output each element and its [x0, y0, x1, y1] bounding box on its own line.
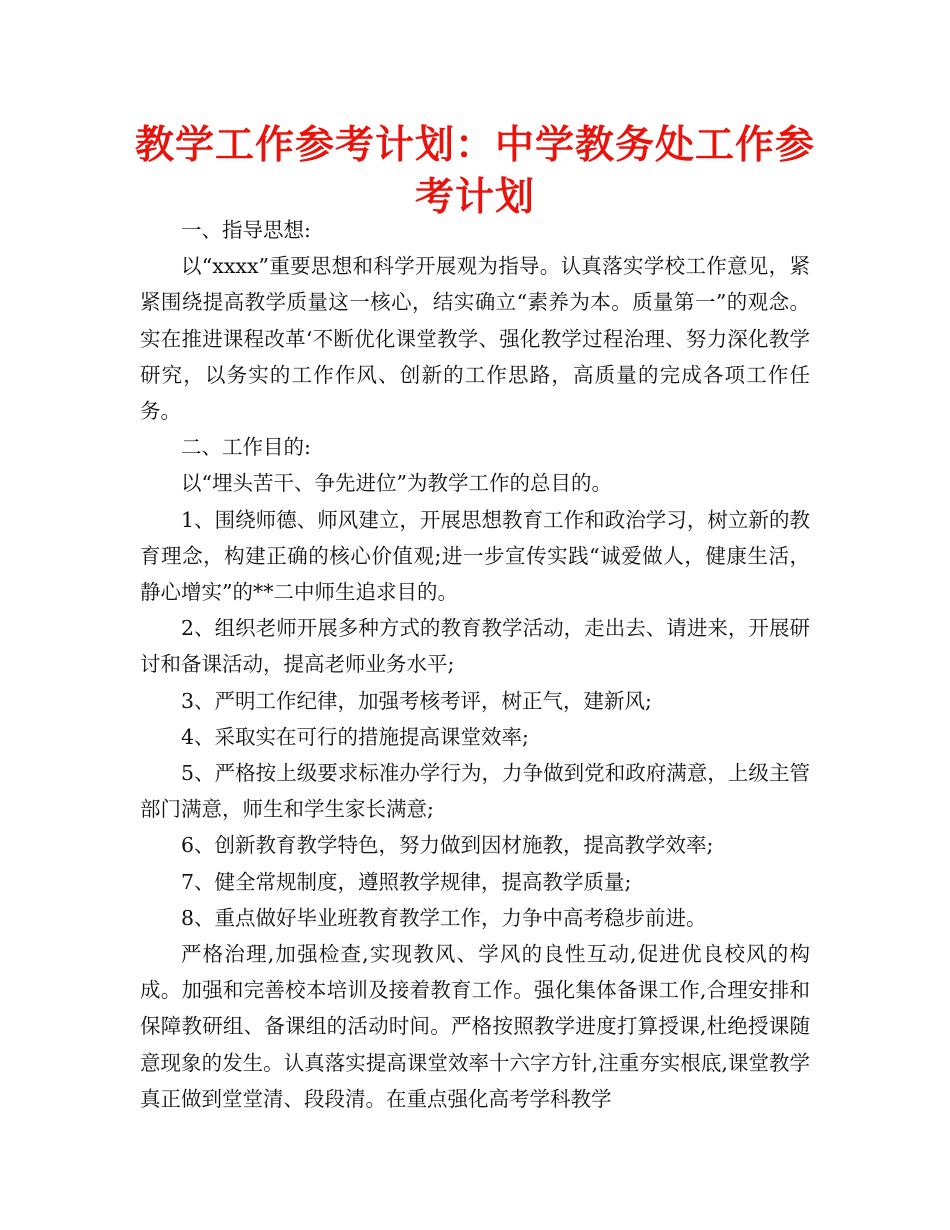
paragraph: 二、工作目的: — [181, 435, 311, 460]
paragraph: 5、严格按上级要求标准办学行为，力争做到党和政府满意，上级主管部门满意，师生和学生家长满意; — [140, 761, 810, 822]
paragraph: 7、健全常规制度，遵照教学规律，提高教学质量; — [181, 869, 632, 894]
paragraph: 4、采取实在可行的措施提高课堂效率; — [181, 724, 529, 749]
paragraph: 以“埋头苦干、争先进位”为教学工作的总目的。 — [181, 471, 612, 496]
paragraph: 3、严明工作纪律，加强考核考评，树正气，建新风; — [181, 688, 652, 713]
paragraph: 以“xxxx”重要思想和科学开展观为指导。认真落实学校工作意见，紧紧围绕提高教学质量这一核心，结实确立“素养为本。质量第一”的观念。实在推进课程改革‘不断优化课堂教学、强化教学过程治理、努力深化教学研究，以务实的工作作风、创新的工作思路，高质量的完成各项工作任务。 — [140, 254, 810, 424]
document-body — [140, 212, 810, 1117]
paragraph: 一、指导思想: — [181, 218, 311, 242]
paragraph: 8、重点做好毕业班教育教学工作，力争中高考稳步前进。 — [181, 905, 707, 930]
document-title: 教学工作参考计划：中学教务处工作参考计划 — [134, 123, 815, 220]
paragraph: 2、组织老师开展多种方式的教育教学活动，走出去、请进来，开展研讨和备课活动，提高老师业务水平; — [140, 616, 810, 677]
paragraph: 6、创新教育教学特色，努力做到因材施教，提高教学效率; — [181, 833, 714, 858]
paragraph: 1、围绕师德、师风建立，开展思想教育工作和政治学习，树立新的教育理念，构建正确的核心价值观;进一步宣传实践“诚爱做人，健康生活，静心增实”的**二中师生追求目的。 — [140, 507, 810, 605]
paragraph: 严格治理,加强检查,实现教风、学风的良性互动,促进优良校风的构成。加强和完善校本培训及接着教育工作。强化集体备课工作,合理安排和保障教研组、备课组的活动时间。严格按照教学进度打算授课,杜绝授课随意现象的发生。认真落实提高课堂效率十六字方针,注重夯实根底,课堂教学真正做到堂堂清、段段清。在重点强化高考学科教学 — [140, 942, 810, 1111]
